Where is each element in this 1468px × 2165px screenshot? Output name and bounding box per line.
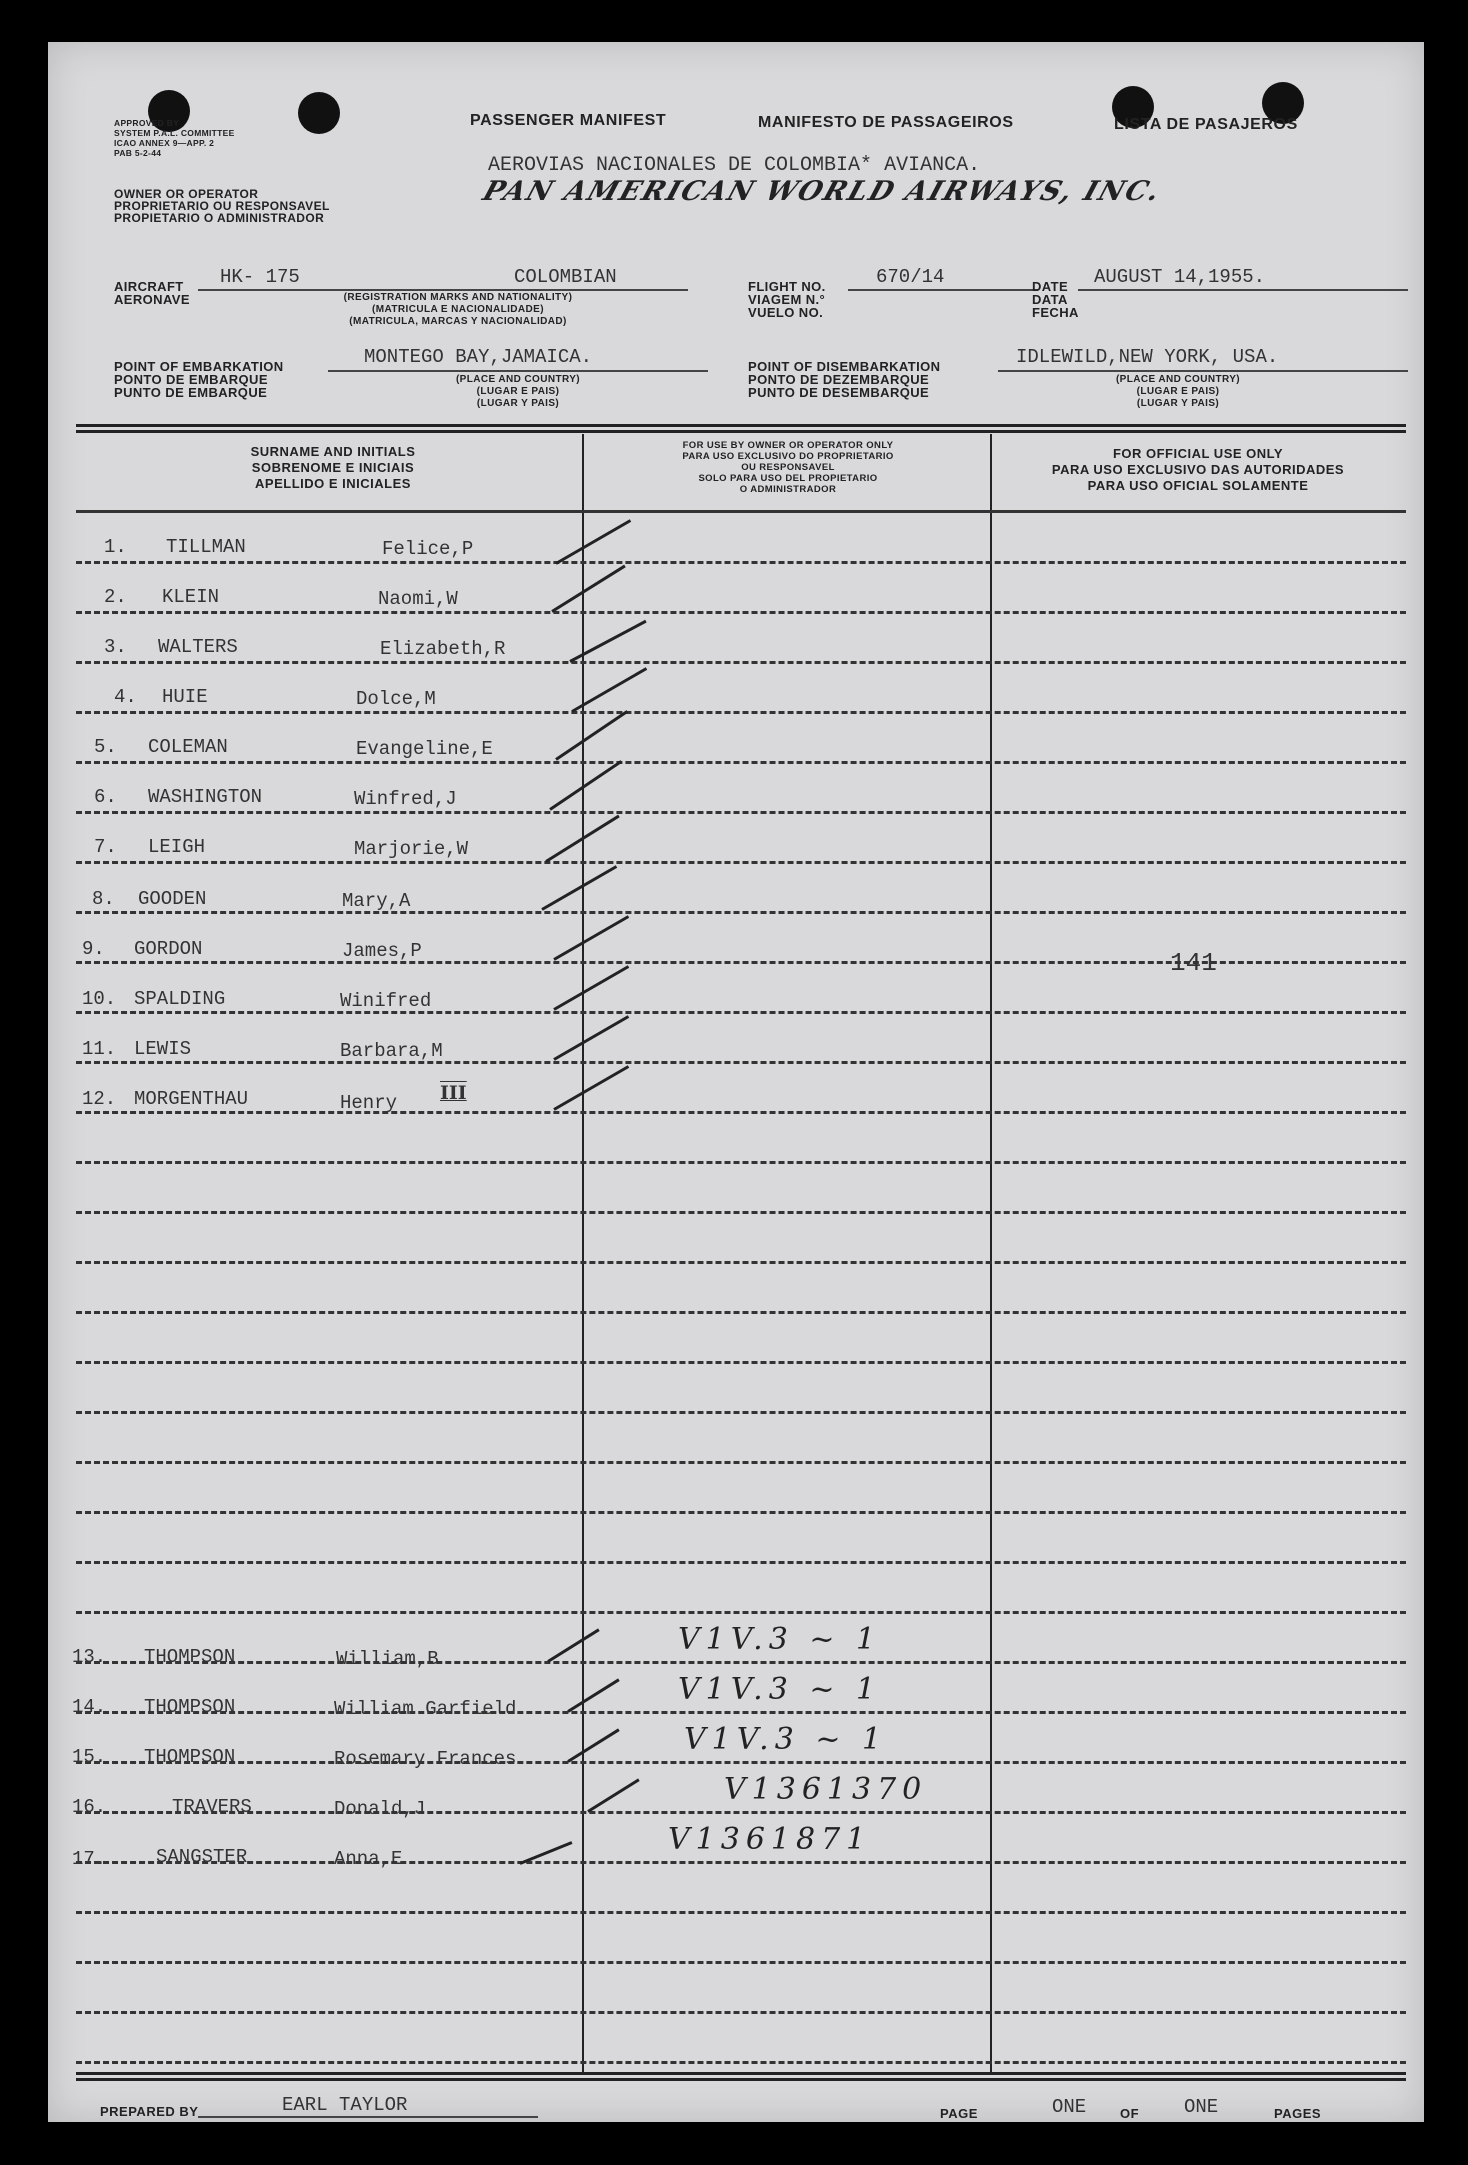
check-mark xyxy=(555,519,631,565)
embark-value: MONTEGO BAY,JAMAICA. xyxy=(364,346,593,368)
passenger-number: 13. xyxy=(72,1646,107,1668)
table-top-rule xyxy=(76,430,1406,433)
passenger-number: 12. xyxy=(82,1088,117,1110)
flight-underline xyxy=(848,289,1038,291)
embark-sub: (PLACE AND COUNTRY) (LUGAR E PAIS) (LUGAR Y PAIS) xyxy=(455,374,581,409)
passenger-surname: COLEMAN xyxy=(148,736,228,758)
check-mark xyxy=(569,620,646,663)
row-line xyxy=(76,1461,1406,1464)
check-mark xyxy=(549,760,622,811)
passenger-number: 16. xyxy=(72,1796,107,1818)
disembark-value: IDLEWILD,NEW YORK, USA. xyxy=(1016,346,1279,368)
row-line xyxy=(76,1261,1406,1264)
row-line xyxy=(76,1761,1406,1764)
passenger-surname: MORGENTHAU xyxy=(134,1088,249,1110)
check-mark xyxy=(553,1015,629,1061)
row-line xyxy=(76,561,1406,564)
manifest-sheet xyxy=(48,42,1424,2122)
passenger-given: Anna,E xyxy=(334,1848,403,1870)
prepared-by-underline xyxy=(198,2116,538,2118)
passenger-number: 14. xyxy=(72,1696,107,1718)
col-header-official: FOR OFFICIAL USE ONLY PARA USO EXCLUSIVO DAS AUTORIDADES PARA USO OFICIAL SOLAMENTE xyxy=(1051,446,1345,493)
pages-label: PAGES xyxy=(1274,2106,1322,2121)
flight-number: 670/14 xyxy=(876,266,945,288)
passenger-surname: TRAVERS xyxy=(172,1796,252,1818)
passenger-given: Barbara,M xyxy=(340,1040,443,1062)
row-line xyxy=(76,1511,1406,1514)
row-line xyxy=(76,911,1406,914)
prepared-by-value: EARL TAYLOR xyxy=(282,2094,408,2116)
passenger-number: 7. xyxy=(94,836,117,858)
passenger-surname: HUIE xyxy=(162,686,208,708)
official-note: 141 xyxy=(1170,948,1217,978)
passenger-surname: THOMPSON xyxy=(144,1696,236,1718)
passenger-given: Evangeline,E xyxy=(356,738,493,760)
row-line xyxy=(76,2061,1406,2064)
passenger-surname: KLEIN xyxy=(162,586,220,608)
passenger-given: Donald,J xyxy=(334,1798,426,1820)
disembark-sub: (PLACE AND COUNTRY) (LUGAR E PAIS) (LUGAR Y PAIS) xyxy=(1115,374,1241,409)
column-divider xyxy=(582,434,584,2074)
row-line xyxy=(76,1061,1406,1064)
table-top-rule xyxy=(76,424,1406,427)
date-underline xyxy=(1078,289,1408,291)
row-line xyxy=(76,1661,1406,1664)
passenger-suffix: III xyxy=(440,1082,467,1104)
row-line xyxy=(76,761,1406,764)
passenger-number: 5. xyxy=(94,736,117,758)
check-mark xyxy=(553,965,629,1011)
check-mark xyxy=(567,1728,619,1762)
passenger-number: 10. xyxy=(82,988,117,1010)
row-line xyxy=(76,1211,1406,1214)
prepared-by-label: PREPARED BY xyxy=(100,2104,199,2119)
passenger-number: 1. xyxy=(104,536,127,558)
passenger-surname: SANGSTER xyxy=(156,1846,248,1868)
passenger-surname: THOMPSON xyxy=(144,1746,236,1768)
passenger-number: 11. xyxy=(82,1038,117,1060)
passenger-number: 15. xyxy=(72,1746,107,1768)
aircraft-sub: (REGISTRATION MARKS AND NATIONALITY) (MATRICULA E NACIONALIDADE) (MATRICULA, MARCAS Y NACIONALIDAD) xyxy=(343,292,573,327)
check-mark xyxy=(551,565,626,613)
row-line xyxy=(76,1111,1406,1114)
check-mark xyxy=(567,1678,619,1712)
passenger-number: 2. xyxy=(104,586,127,608)
row-line xyxy=(76,811,1406,814)
column-divider xyxy=(990,434,992,2074)
disembark-label: POINT OF DISEMBARKATION PONTO DE DEZEMBARQUE PUNTO DE DESEMBARQUE xyxy=(748,359,941,400)
check-mark xyxy=(553,915,629,961)
passenger-given: Winfred,J xyxy=(354,788,457,810)
passenger-note: V1V.3 ~ 1 xyxy=(678,1622,882,1657)
table-bottom-rule xyxy=(76,2072,1406,2075)
passenger-given: James,P xyxy=(342,940,422,962)
row-line xyxy=(76,1611,1406,1614)
embark-underline xyxy=(328,370,708,372)
check-mark xyxy=(553,1065,629,1111)
passenger-note: V1V.3 ~ 1 xyxy=(684,1722,888,1757)
row-line xyxy=(76,661,1406,664)
title-en: PASSENGER MANIFEST xyxy=(470,112,667,129)
flight-label: FLIGHT NO. VIAGEM N.° VUELO NO. xyxy=(748,279,826,320)
passenger-surname: GOODEN xyxy=(138,888,207,910)
passenger-given: Henry xyxy=(340,1092,398,1114)
check-mark xyxy=(587,1778,639,1812)
pages-value: ONE xyxy=(1184,2096,1219,2118)
disembark-underline xyxy=(998,370,1408,372)
title-es: LISTA DE PASAJEROS xyxy=(1114,116,1298,133)
embark-label: POINT OF EMBARKATION PONTO DE EMBARQUE PUNTO DE EMBARQUE xyxy=(114,359,284,400)
passenger-number: 8. xyxy=(92,888,115,910)
check-mark xyxy=(541,865,617,911)
row-line xyxy=(76,2011,1406,2014)
row-line xyxy=(76,1711,1406,1714)
table-bottom-rule xyxy=(76,2078,1406,2081)
aircraft-underline xyxy=(198,289,688,291)
row-line xyxy=(76,1861,1406,1864)
passenger-given: Felice,P xyxy=(382,538,474,560)
passenger-number: 3. xyxy=(104,636,127,658)
passenger-given: Marjorie,W xyxy=(354,838,469,860)
aircraft-nationality: COLOMBIAN xyxy=(514,266,617,288)
col-header-surname: SURNAME AND INITIALS SOBRENOME E INICIAIS APELLIDO E INICIALES xyxy=(250,444,416,491)
passenger-number: 9. xyxy=(82,938,105,960)
row-line xyxy=(76,1411,1406,1414)
aircraft-label: AIRCRAFT AERONAVE xyxy=(114,279,190,307)
passenger-given: William Garfield xyxy=(334,1698,517,1720)
passenger-surname: LEWIS xyxy=(134,1038,192,1060)
passenger-given: Rosemary Frances xyxy=(334,1748,517,1770)
row-line xyxy=(76,1961,1406,1964)
row-line xyxy=(76,1011,1406,1014)
owner-stamp: PAN AMERICAN WORLD AIRWAYS, INC. xyxy=(478,176,1166,207)
row-line xyxy=(76,1311,1406,1314)
passenger-number: 6. xyxy=(94,786,117,808)
passenger-number: 17. xyxy=(72,1848,107,1870)
passenger-given: William,B xyxy=(336,1648,439,1670)
header-bottom-rule xyxy=(76,510,1406,513)
passenger-given: Winifred xyxy=(340,990,432,1012)
owner-typed: AEROVIAS NACIONALES DE COLOMBIA* AVIANCA. xyxy=(488,154,981,177)
punch-hole xyxy=(298,92,340,134)
passenger-surname: LEIGH xyxy=(148,836,206,858)
passenger-given: Elizabeth,R xyxy=(380,638,506,660)
row-line xyxy=(76,611,1406,614)
date-label: DATE DATA FECHA xyxy=(1032,279,1079,320)
check-mark xyxy=(555,710,628,761)
passenger-surname: SPALDING xyxy=(134,988,226,1010)
owner-label: OWNER OR OPERATOR PROPRIETARIO OU RESPONSAVEL PROPIETARIO O ADMINISTRADOR xyxy=(114,187,330,225)
row-line xyxy=(76,1811,1406,1814)
page-value: ONE xyxy=(1052,2096,1087,2118)
passenger-surname: WALTERS xyxy=(158,636,238,658)
passenger-given: Naomi,W xyxy=(378,588,458,610)
passenger-note: V1361370 xyxy=(724,1772,928,1807)
row-line xyxy=(76,861,1406,864)
row-line xyxy=(76,1911,1406,1914)
row-line xyxy=(76,1161,1406,1164)
passenger-surname: THOMPSON xyxy=(144,1646,236,1668)
aircraft-reg: HK- 175 xyxy=(220,266,300,288)
of-label: OF xyxy=(1120,2106,1140,2121)
title-pt: MANIFESTO DE PASSAGEIROS xyxy=(758,114,1014,131)
passenger-surname: TILLMAN xyxy=(166,536,246,558)
row-line xyxy=(76,1361,1406,1364)
approval-block: APPROVED BY SYSTEM P.A.L. COMMITTEE ICAO ANNEX 9—APP. 2 PAB 5-2-44 xyxy=(114,118,235,158)
row-line xyxy=(76,711,1406,714)
passenger-surname: WASHINGTON xyxy=(148,786,263,808)
passenger-given: Dolce,M xyxy=(356,688,436,710)
passenger-note: V1361871 xyxy=(668,1822,872,1857)
passenger-surname: GORDON xyxy=(134,938,203,960)
date-value: AUGUST 14,1955. xyxy=(1094,266,1266,288)
page-label: PAGE xyxy=(940,2106,978,2121)
col-header-owner-use: FOR USE BY OWNER OR OPERATOR ONLY PARA USO EXCLUSIVO DO PROPRIETARIO OU RESPONSAVEL SOLO PARA USO DEL PROPIETARIO O ADMINISTRADOR xyxy=(682,440,894,495)
passenger-note: V1V.3 ~ 1 xyxy=(678,1672,882,1707)
row-line xyxy=(76,1561,1406,1564)
passenger-number: 4. xyxy=(114,686,137,708)
check-mark xyxy=(547,1628,599,1662)
passenger-given: Mary,A xyxy=(342,890,411,912)
